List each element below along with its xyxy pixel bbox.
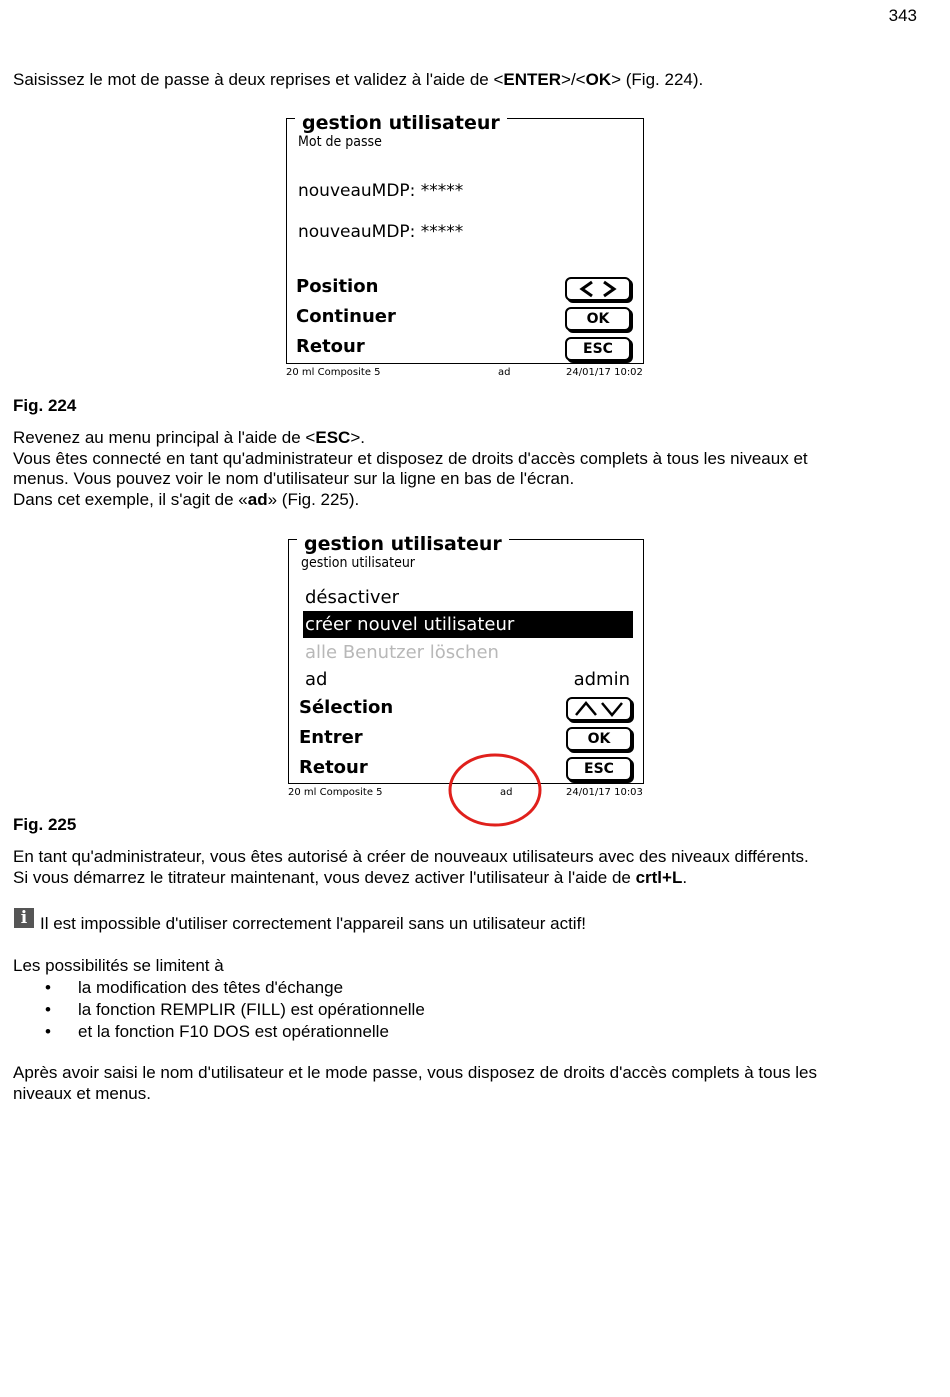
fig225-subtitle: gestion utilisateur: [301, 555, 415, 571]
closing-line1: Après avoir saisi le nom d'utilisateur et le mode passe, vous disposez de droits d'accès complets à tous les: [13, 1063, 817, 1082]
para1-line3: menus. Vous pouvez voir le nom d'utilisateur sur la ligne en bas de l'écran.: [13, 469, 575, 488]
possibilities-intro: Les possibilités se limitent à: [13, 956, 224, 975]
para1-line4: Dans cet exemple, il s'agit de «ad» (Fig. 225).: [13, 490, 360, 509]
info-text: Il est impossible d'utiliser correctement l'appareil sans un utilisateur actif!: [40, 914, 587, 933]
fig225-screen: [288, 533, 644, 784]
fig224-title: gestion utilisateur: [295, 113, 507, 133]
position-label: Position: [296, 276, 379, 297]
position-arrows-button[interactable]: [565, 277, 631, 301]
list-item: • la fonction REMPLIR (FILL) est opérationnelle: [45, 999, 425, 1021]
menu-item-desactiver[interactable]: désactiver: [305, 587, 399, 608]
fig225-status-left: 20 ml Composite 5: [288, 787, 383, 798]
para2-line2: Si vous démarrez le titrateur maintenant, vous devez activer l'utilisateur à l'aide de crtl+L.: [13, 868, 688, 887]
fig225-title: gestion utilisateur: [297, 534, 509, 554]
possibilities-list: [45, 977, 425, 1043]
list-item: • et la fonction F10 DOS est opérationnelle: [45, 1021, 425, 1043]
esc-button[interactable]: ESC: [566, 757, 632, 781]
fig224-subtitle: Mot de passe: [298, 134, 382, 150]
menu-item-alle-benutzer-loeschen: alle Benutzer löschen: [305, 642, 499, 663]
enter-key-ref: ENTER: [503, 70, 562, 89]
list-item: • la modification des têtes d'échange: [45, 977, 425, 999]
fig225-status-user: ad: [500, 787, 513, 798]
menu-item-creer-utilisateur[interactable]: créer nouvel utilisateur: [303, 611, 633, 638]
highlight-circle: [445, 752, 545, 830]
closing-line2: niveaux et menus.: [13, 1084, 151, 1103]
ok-button[interactable]: OK: [565, 307, 631, 331]
entrer-label: Entrer: [299, 727, 363, 748]
password-field-2[interactable]: nouveauMDP: *****: [298, 222, 464, 242]
fig224-status-left: 20 ml Composite 5: [286, 367, 381, 378]
page-number: 343: [888, 6, 917, 25]
esc-button[interactable]: ESC: [565, 337, 631, 361]
fig224-status-datetime: 24/01/17 10:02: [566, 367, 643, 378]
fig225-caption: Fig. 225: [13, 815, 77, 834]
retour-label: Retour: [299, 757, 368, 778]
ok-button[interactable]: OK: [566, 727, 632, 751]
para1-line2: Vous êtes connecté en tant qu'administrateur et disposez de droits d'accès complets à tous les niveaux et: [13, 449, 808, 468]
up-down-arrows-icon: [569, 699, 629, 719]
fig225-status-datetime: 24/01/17 10:03: [566, 787, 643, 798]
fig224-caption: Fig. 224: [13, 396, 77, 415]
user-name: ad: [305, 669, 328, 690]
password-field-1[interactable]: nouveauMDP: *****: [298, 181, 464, 201]
para1-line1: Revenez au menu principal à l'aide de <ESC>.: [13, 428, 365, 447]
para2-line1: En tant qu'administrateur, vous êtes autorisé à créer de nouveaux utilisateurs avec des niveaux différents.: [13, 847, 809, 866]
selection-label: Sélection: [299, 697, 394, 718]
fig224-status-user: ad: [498, 367, 511, 378]
continuer-label: Continuer: [296, 306, 396, 327]
selection-arrows-button[interactable]: [566, 697, 632, 721]
left-right-arrows-icon: [570, 279, 626, 299]
info-icon: i: [14, 908, 34, 928]
ok-key-ref: OK: [585, 70, 612, 89]
intro-line: Saisissez le mot de passe à deux reprises et validez à l'aide de <ENTER>/<OK> (Fig. 224).: [13, 70, 704, 89]
fig224-screen: [286, 112, 644, 364]
retour-label: Retour: [296, 336, 365, 357]
user-role: admin: [573, 669, 630, 690]
